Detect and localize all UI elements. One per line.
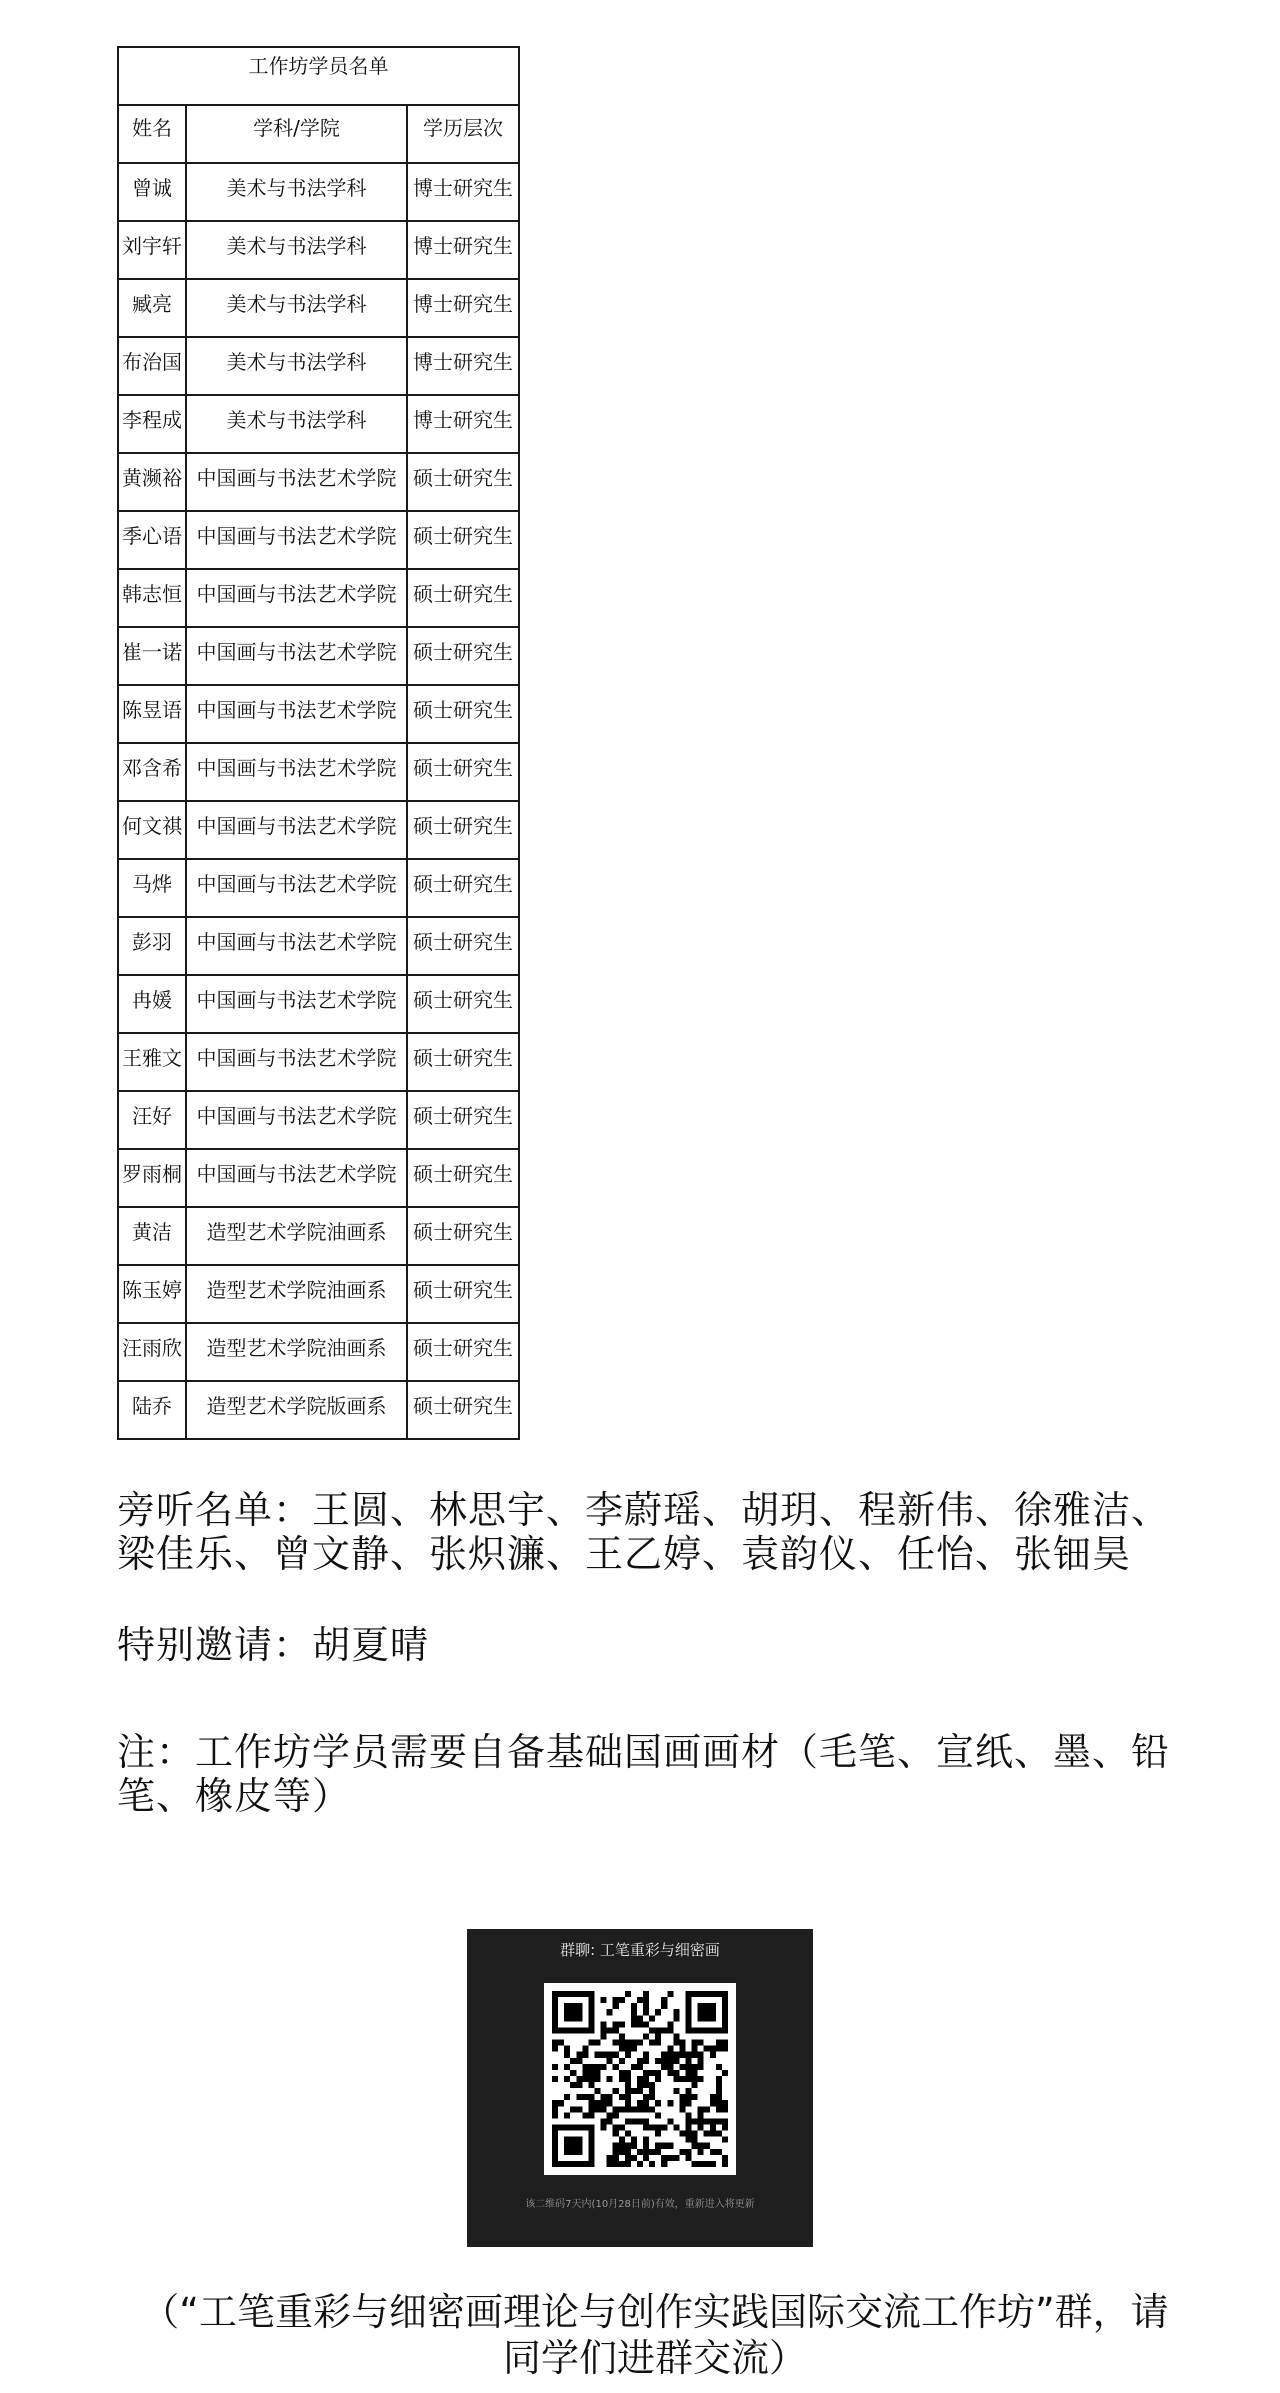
cell-name-text: 汪雨欣 [122, 1336, 182, 1358]
cell-dept-text: 中国画与书法艺术学院 [196, 466, 397, 488]
table-row [118, 975, 519, 1033]
cell-dept [186, 743, 407, 801]
cell-degree [407, 743, 519, 801]
cell-name [118, 453, 186, 511]
table-row [118, 569, 519, 627]
cell-name-text: 黄洁 [132, 1220, 172, 1242]
cell-dept [186, 685, 407, 743]
cell-name-text: 陈昱语 [122, 698, 182, 720]
qr-code-graphic [552, 1991, 728, 2167]
cell-name [118, 801, 186, 859]
cell-degree-text: 硕士研究生 [413, 1104, 513, 1126]
table-title: 工作坊学员名单 [248, 54, 389, 76]
cell-degree [407, 221, 519, 279]
cell-name-text: 刘宇轩 [122, 234, 182, 256]
cell-name [118, 917, 186, 975]
cell-dept-text: 中国画与书法艺术学院 [196, 1162, 397, 1184]
table-row [118, 743, 519, 801]
header-degree: 学历层次 [423, 116, 503, 138]
cell-name [118, 1091, 186, 1149]
cell-name-text: 布治国 [122, 350, 182, 372]
cell-dept-text: 美术与书法学科 [226, 234, 367, 256]
cell-degree [407, 1149, 519, 1207]
cell-degree-text: 硕士研究生 [413, 1162, 513, 1184]
table-row [118, 1207, 519, 1265]
cell-name-text: 韩志恒 [122, 582, 182, 604]
cell-dept [186, 1149, 407, 1207]
cell-dept [186, 221, 407, 279]
cell-dept [186, 1207, 407, 1265]
cell-degree [407, 975, 519, 1033]
cell-name [118, 1265, 186, 1323]
cell-dept [186, 453, 407, 511]
cell-name [118, 975, 186, 1033]
cell-dept-text: 中国画与书法艺术学院 [196, 640, 397, 662]
cell-degree [407, 685, 519, 743]
cell-name [118, 279, 186, 337]
cell-name [118, 337, 186, 395]
cell-degree-text: 硕士研究生 [413, 988, 513, 1010]
cell-degree-text: 硕士研究生 [413, 1046, 513, 1068]
cell-name-text: 曾诚 [132, 176, 172, 198]
cell-name-text: 马烨 [132, 872, 172, 894]
cell-degree-text: 硕士研究生 [413, 1394, 513, 1416]
cell-name [118, 1207, 186, 1265]
cell-dept [186, 1091, 407, 1149]
cell-dept-text: 造型艺术学院油画系 [206, 1220, 387, 1242]
cell-degree-text: 硕士研究生 [413, 524, 513, 546]
cell-degree-text: 硕士研究生 [413, 872, 513, 894]
cell-name [118, 859, 186, 917]
cell-degree-text: 硕士研究生 [413, 640, 513, 662]
cell-degree [407, 163, 519, 221]
cell-name [118, 1323, 186, 1381]
table-row [118, 453, 519, 511]
cell-name [118, 627, 186, 685]
cell-degree [407, 395, 519, 453]
cell-name-text: 罗雨桐 [122, 1162, 182, 1184]
table-row [118, 685, 519, 743]
cell-name [118, 221, 186, 279]
cell-dept [186, 859, 407, 917]
cell-name-text: 邓含希 [122, 756, 182, 778]
header-degree-cell [407, 105, 519, 163]
qr-expiry-caption: 该二维码7天内(10月28日前)有效，重新进入将更新 [525, 2199, 755, 2210]
cell-degree-text: 硕士研究生 [413, 1336, 513, 1358]
cell-dept [186, 511, 407, 569]
cell-name-text: 汪好 [132, 1104, 172, 1126]
cell-degree [407, 511, 519, 569]
cell-dept-text: 美术与书法学科 [226, 408, 367, 430]
table-row [118, 163, 519, 221]
cell-degree-text: 硕士研究生 [413, 698, 513, 720]
cell-name [118, 1149, 186, 1207]
cell-degree [407, 279, 519, 337]
cell-degree-text: 博士研究生 [413, 350, 513, 372]
cell-degree-text: 硕士研究生 [413, 756, 513, 778]
table-row [118, 221, 519, 279]
cell-degree-text: 硕士研究生 [413, 814, 513, 836]
cell-name-text: 彭羽 [132, 930, 172, 952]
cell-dept-text: 中国画与书法艺术学院 [196, 756, 397, 778]
cell-dept-text: 中国画与书法艺术学院 [196, 988, 397, 1010]
cell-degree-text: 博士研究生 [413, 234, 513, 256]
cell-dept-text: 造型艺术学院油画系 [206, 1278, 387, 1300]
table-row [118, 395, 519, 453]
cell-dept [186, 1381, 407, 1439]
special-invite: 特别邀请：胡夏晴 [117, 1623, 430, 1667]
cell-dept [186, 395, 407, 453]
cell-degree [407, 1265, 519, 1323]
table-row [118, 1033, 519, 1091]
table-row [118, 1265, 519, 1323]
cell-name [118, 163, 186, 221]
table-row [118, 1149, 519, 1207]
cell-name-text: 冉媛 [132, 988, 172, 1010]
table-row [118, 627, 519, 685]
table-row [118, 859, 519, 917]
materials-note: 注：工作坊学员需要自备基础国画画材（毛笔、宣纸、墨、铅笔、橡皮等） [117, 1730, 1171, 1818]
cell-degree-text: 博士研究生 [413, 176, 513, 198]
cell-name-text: 臧亮 [132, 292, 172, 314]
cell-dept-text: 造型艺术学院版画系 [206, 1394, 387, 1416]
cell-name [118, 395, 186, 453]
cell-degree-text: 博士研究生 [413, 408, 513, 430]
header-name: 姓名 [132, 116, 172, 138]
table-row [118, 1381, 519, 1439]
cell-dept-text: 中国画与书法艺术学院 [196, 872, 397, 894]
cell-degree [407, 1033, 519, 1091]
cell-degree-text: 硕士研究生 [413, 930, 513, 952]
cell-degree [407, 1381, 519, 1439]
cell-dept-text: 中国画与书法艺术学院 [196, 1104, 397, 1126]
table-row [118, 1323, 519, 1381]
cell-degree-text: 硕士研究生 [413, 1220, 513, 1242]
cell-name [118, 1033, 186, 1091]
audit-list: 旁听名单：王圆、林思宇、李蔚瑶、胡玥、程新伟、徐雅洁、梁佳乐、曾文静、张炽濂、王乙婷、袁韵仪、任怡、张钿昊 [117, 1488, 1171, 1576]
cell-degree [407, 917, 519, 975]
cell-dept-text: 中国画与书法艺术学院 [196, 582, 397, 604]
cell-dept-text: 中国画与书法艺术学院 [196, 930, 397, 952]
cell-name-text: 黄濒裕 [122, 466, 182, 488]
cell-degree-text: 硕士研究生 [413, 466, 513, 488]
cell-name [118, 743, 186, 801]
cell-name-text: 陈玉婷 [122, 1278, 182, 1300]
cell-name-text: 陆乔 [132, 1394, 172, 1416]
cell-name-text: 崔一诺 [122, 640, 182, 662]
cell-dept-text: 中国画与书法艺术学院 [196, 524, 397, 546]
cell-name [118, 1381, 186, 1439]
cell-name-text: 李程成 [122, 408, 182, 430]
qr-group-title: 群聊: 工笔重彩与细密画 [560, 1941, 720, 1959]
cell-dept [186, 163, 407, 221]
cell-degree [407, 1207, 519, 1265]
cell-name [118, 685, 186, 743]
cell-degree-text: 硕士研究生 [413, 582, 513, 604]
table-row [118, 279, 519, 337]
cell-degree [407, 1091, 519, 1149]
cell-dept-text: 美术与书法学科 [226, 292, 367, 314]
cell-degree [407, 337, 519, 395]
table-row [118, 1091, 519, 1149]
cell-name-text: 王雅文 [122, 1046, 182, 1068]
cell-dept-text: 造型艺术学院油画系 [206, 1336, 387, 1358]
cell-dept [186, 1323, 407, 1381]
cell-dept [186, 279, 407, 337]
cell-dept-text: 中国画与书法艺术学院 [196, 814, 397, 836]
roster-body [118, 163, 519, 1439]
cell-degree [407, 1323, 519, 1381]
cell-dept-text: 美术与书法学科 [226, 350, 367, 372]
cell-dept [186, 975, 407, 1033]
cell-degree-text: 博士研究生 [413, 292, 513, 314]
cell-name-text: 何文祺 [122, 814, 182, 836]
cell-degree [407, 453, 519, 511]
cell-name [118, 569, 186, 627]
cell-dept [186, 801, 407, 859]
cell-degree [407, 627, 519, 685]
cell-dept [186, 1265, 407, 1323]
cell-dept [186, 917, 407, 975]
cell-name [118, 511, 186, 569]
cell-dept [186, 1033, 407, 1091]
cell-degree-text: 硕士研究生 [413, 1278, 513, 1300]
cell-dept-text: 美术与书法学科 [226, 176, 367, 198]
cell-degree [407, 801, 519, 859]
cell-degree [407, 569, 519, 627]
table-row [118, 917, 519, 975]
qr-code-icon[interactable] [544, 1983, 736, 2175]
table-row [118, 801, 519, 859]
cell-dept-text: 中国画与书法艺术学院 [196, 698, 397, 720]
cell-degree [407, 859, 519, 917]
table-row [118, 511, 519, 569]
group-qr-card [467, 1929, 813, 2247]
cell-name-text: 季心语 [122, 524, 182, 546]
header-dept-cell [186, 105, 407, 163]
join-group-text: （“工笔重彩与细密画理论与创作实践国际交流工作坊”群，请同学们进群交流） [141, 2290, 1169, 2380]
cell-dept-text: 中国画与书法艺术学院 [196, 1046, 397, 1068]
table-title-cell [118, 47, 519, 105]
cell-dept [186, 627, 407, 685]
roster-table [117, 46, 520, 1440]
header-name-cell [118, 105, 186, 163]
table-row [118, 337, 519, 395]
cell-dept [186, 337, 407, 395]
cell-dept [186, 569, 407, 627]
header-dept: 学科/学院 [253, 116, 340, 138]
